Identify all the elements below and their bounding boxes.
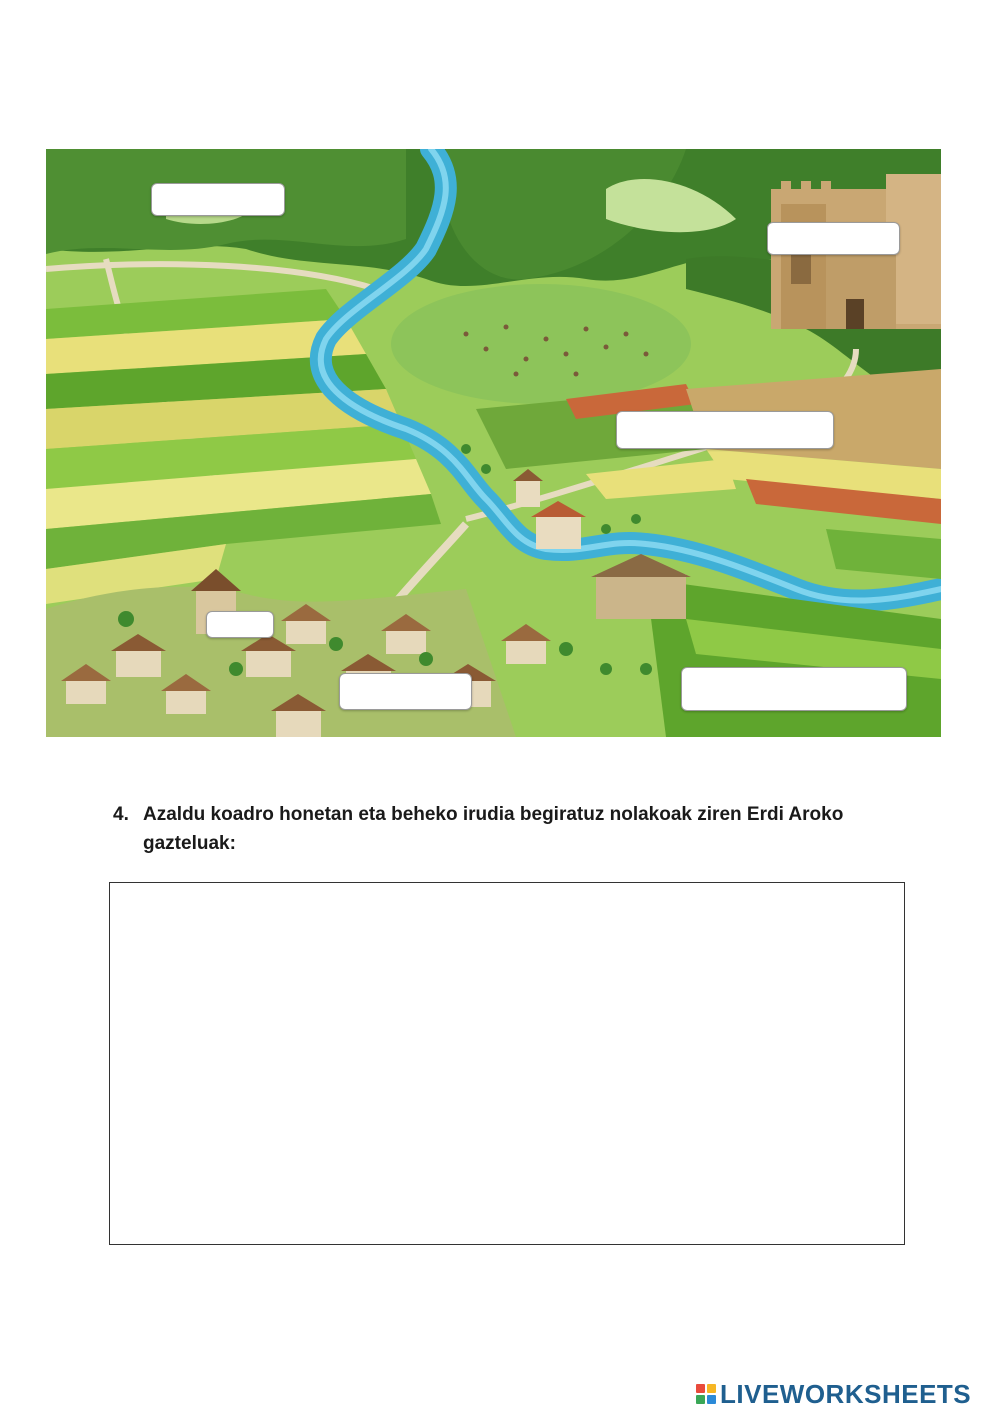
label-box-workshop[interactable] [681,667,907,711]
label-box-fields[interactable] [616,411,834,449]
question-number: 4. [113,804,129,825]
brand-name: LIVEWORKSHEETS [720,1378,972,1409]
label-box-village[interactable] [339,673,472,710]
label-box-church[interactable] [206,611,274,638]
label-box-castle[interactable] [767,222,900,255]
question-text: Azaldu koadro honetan eta beheko irudia begiratuz nolakoak ziren Erdi Aroko gazteluak: [143,804,844,854]
answer-text-area[interactable] [109,882,905,1245]
liveworksheets-brand [696,1377,971,1411]
liveworksheets-logo-icon [696,1384,716,1404]
label-box-forest[interactable] [151,183,285,216]
